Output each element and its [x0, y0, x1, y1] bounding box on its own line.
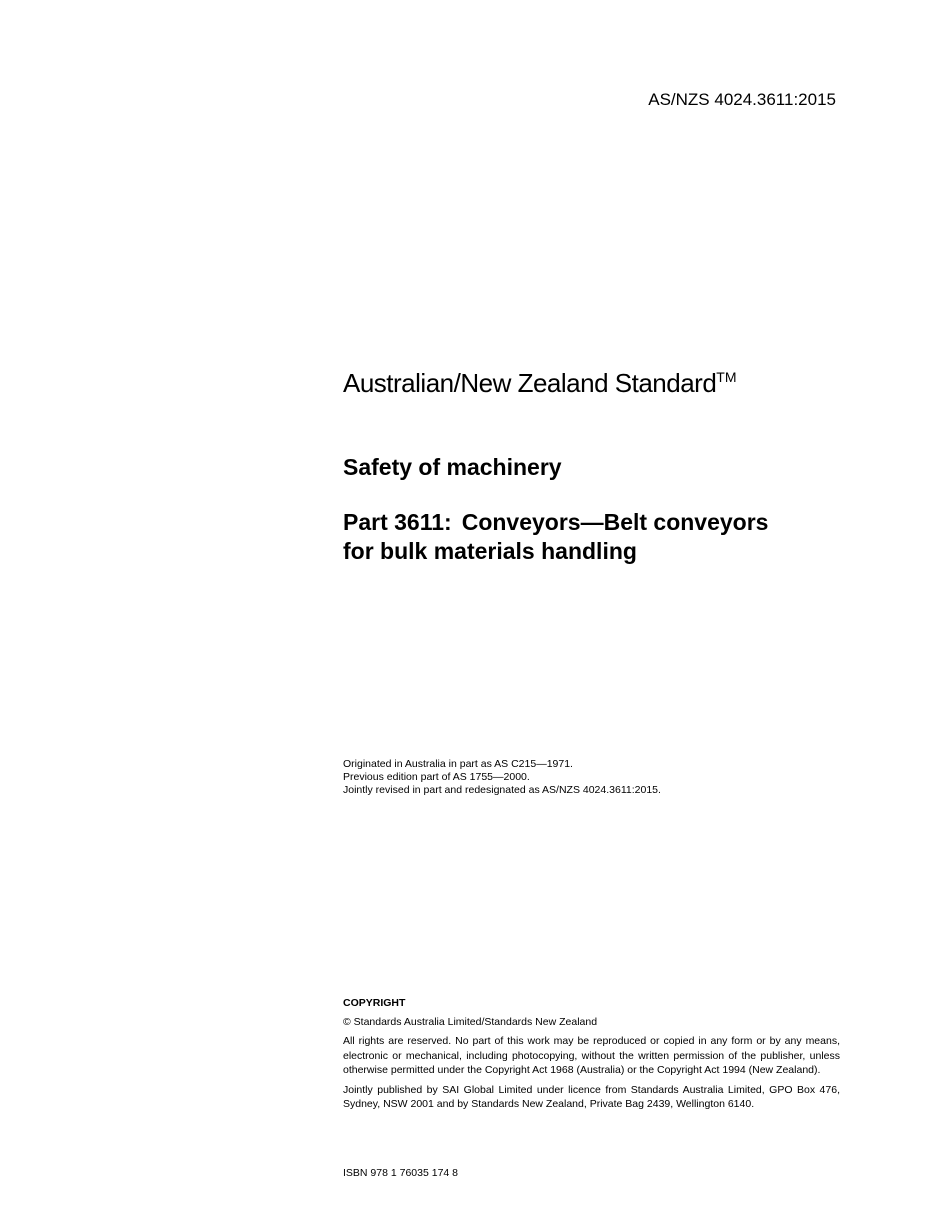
document-number: AS/NZS 4024.3611:2015	[648, 90, 836, 109]
history-line: Previous edition part of AS 1755—2000.	[343, 771, 530, 783]
part-title	[343, 508, 840, 566]
part-title-line-2: for bulk materials handling	[343, 538, 637, 564]
part-subject: Conveyors—Belt conveyors	[461, 509, 769, 535]
document-history	[343, 758, 840, 797]
document-title: Safety of machinery	[343, 454, 562, 480]
rights-statement: All rights are reserved. No part of this work may be reproduced or copied in any form or by any means, electronic or mechanical, including photocopying, without the written permission of the publisher, unless otherwise permitted under the Copyright Act 1968 (Australia) or the Copyright Act 1994 (New Zealand).	[343, 1035, 840, 1076]
history-line: Originated in Australia in part as AS C215—1971.	[343, 758, 573, 770]
part-number: Part 3611:	[343, 509, 452, 535]
standard-type-text: Australian/New Zealand Standard	[343, 368, 717, 398]
history-line: Jointly revised in part and redesignated as AS/NZS 4024.3611:2015.	[343, 784, 661, 796]
publisher-statement: Jointly published by SAI Global Limited under licence from Standards Australia Limited, GPO Box 476, Sydney, NSW 2001 and by Standards New Zealand, Private Bag 2439, Wellington 6140.	[343, 1083, 840, 1110]
copyright-heading: COPYRIGHT	[343, 997, 406, 1009]
copyright-section	[343, 996, 840, 1117]
trademark-symbol: TM	[716, 369, 737, 385]
copyright-owner: © Standards Australia Limited/Standards New Zealand	[343, 1015, 598, 1028]
isbn: ISBN 978 1 76035 174 8	[343, 1167, 459, 1179]
part-title-line-1	[343, 508, 840, 537]
standard-type-heading	[343, 361, 840, 399]
